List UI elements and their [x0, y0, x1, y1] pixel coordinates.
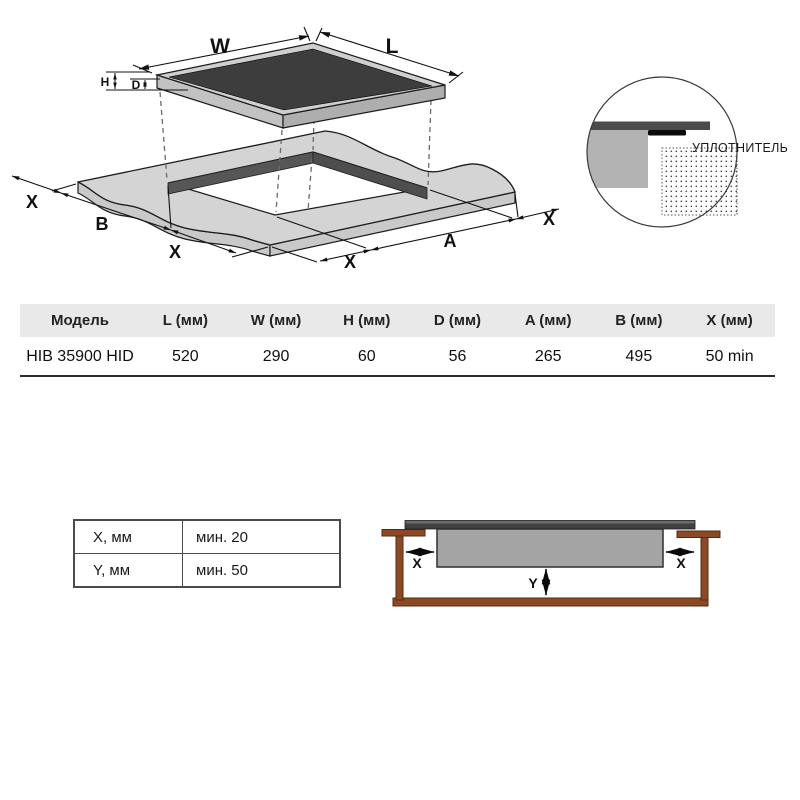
cell-a: 265 [534, 348, 562, 365]
dim-label-x-right: X [542, 209, 556, 229]
col-header-b: B (мм) [615, 312, 663, 329]
dim-label-a: A [443, 231, 457, 251]
col-header-d: D (мм) [433, 312, 482, 329]
dim-label-b: B [95, 214, 109, 234]
col-header-h: H (мм) [343, 312, 391, 329]
hob-drawing [157, 43, 445, 128]
inset-hob-body [585, 130, 648, 188]
installation-diagram [0, 0, 800, 300]
clearance-x-value: мин. 20 [183, 520, 341, 554]
col-header-a: A (мм) [524, 312, 572, 329]
dim-label-l: L [385, 35, 399, 58]
section-label-x-left: X [412, 555, 422, 571]
cell-d: 56 [448, 348, 467, 365]
clearance-y-param: Y, мм [74, 554, 183, 588]
col-header-w: W (мм) [250, 312, 302, 329]
cell-l: 520 [172, 348, 199, 365]
inset-glass-edge [585, 122, 710, 131]
cabinet-bottom [393, 598, 708, 606]
cabinet-wall-right [701, 531, 708, 600]
dim-label-x-bottom-mid: X [343, 252, 357, 272]
clearance-x-param: X, мм [74, 520, 183, 554]
inset-countertop-stipple [662, 148, 737, 215]
dimensions-table [20, 304, 775, 377]
dim-label-x-bottom-left: X [168, 242, 182, 262]
section-label-y: Y [528, 575, 538, 591]
cross-section-diagram [373, 503, 737, 633]
clearance-y-value: мин. 50 [183, 554, 341, 588]
col-header-x: X (мм) [706, 312, 753, 329]
cabinet-flange-left [382, 530, 425, 537]
cabinet-flange-right [677, 531, 720, 538]
dimensions-table-header-row [20, 304, 775, 337]
clearance-row-y [74, 554, 340, 588]
clearance-table [73, 519, 341, 588]
section-hob-body [437, 529, 663, 567]
col-header-model: Модель [50, 312, 110, 329]
seal-label: УПЛОТНИТЕЛЬ [692, 141, 789, 155]
cell-b: 495 [625, 348, 653, 365]
dim-label-h: H [100, 75, 110, 89]
cell-w: 290 [262, 348, 290, 365]
dim-label-x-left: X [25, 192, 39, 212]
section-label-x-right: X [676, 555, 686, 571]
cell-x: 50 min [705, 348, 754, 365]
col-header-l: L (мм) [162, 312, 208, 329]
clearance-row-x [74, 520, 340, 554]
dim-label-w: W [210, 35, 230, 58]
dimensions-table-row [20, 337, 775, 376]
inset-seal [648, 130, 686, 136]
cabinet-wall-left [396, 530, 403, 600]
cell-h: 60 [357, 348, 376, 365]
dim-label-d: D [131, 78, 141, 92]
cell-model: HIB 35900 HID [26, 348, 134, 365]
seal-detail-inset [585, 77, 788, 227]
section-hob-glass-highlight [406, 521, 695, 524]
